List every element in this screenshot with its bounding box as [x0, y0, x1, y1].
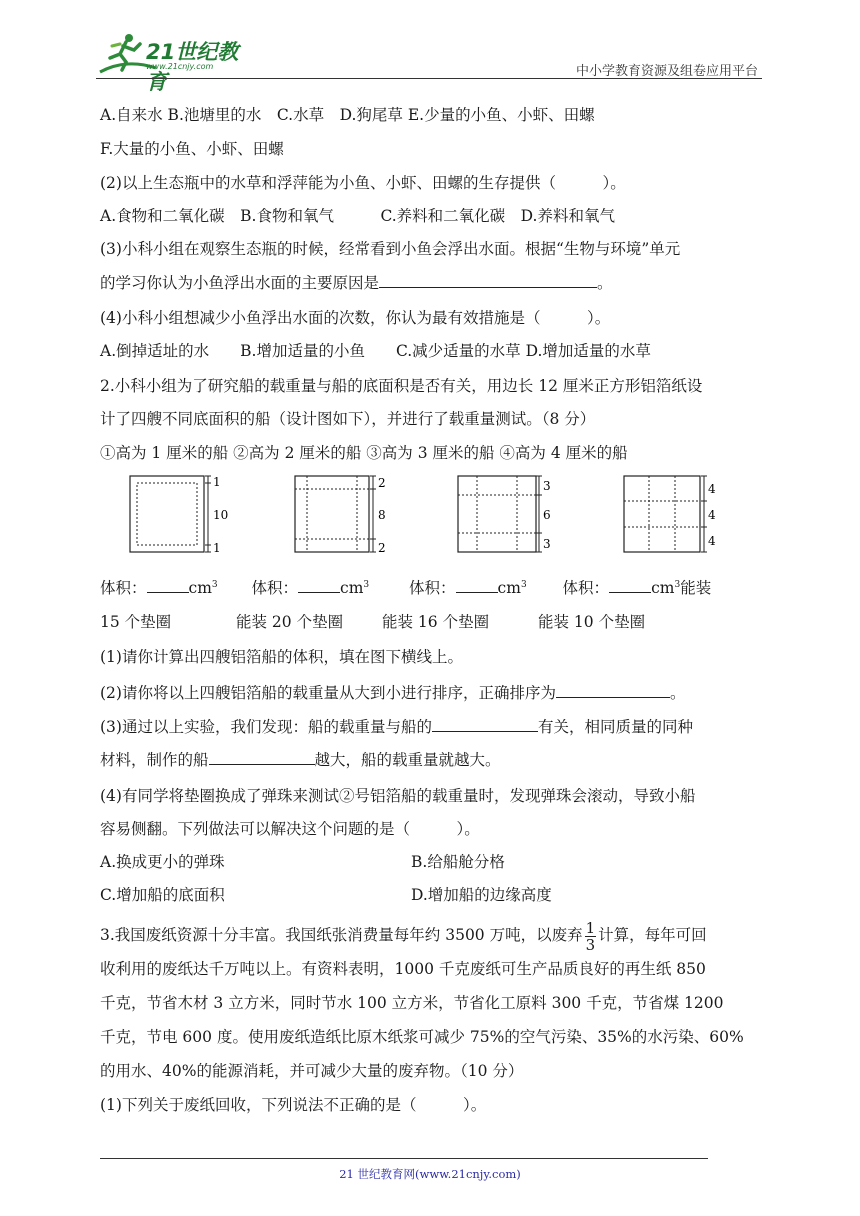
boat-1-diagram — [128, 472, 238, 558]
q2-part3-text-c: 材料，制作的船 — [100, 751, 209, 769]
q2-part4-line2: 容易侧翻。下列做法可以解决这个问题的是（ ）。 — [100, 820, 480, 838]
q2-part2-text: (2)请你将以上四艘铝箔船的载重量从大到小进行排序，正确排序为 — [100, 684, 556, 702]
boat-4-dim-middle: 4 — [708, 508, 716, 522]
volume-unit-exp-4: 3 — [674, 580, 681, 590]
volume-blank-3[interactable] — [456, 578, 498, 593]
volume-blank-2[interactable] — [298, 578, 340, 593]
q2-part3-text-d: 越大，船的载重量就越大。 — [314, 751, 501, 769]
q2-part3-text-b: 有关，相同质量的同种 — [537, 718, 693, 736]
boat-3-dim-top: 3 — [543, 479, 551, 493]
capacity-1-prefix: 能装 — [680, 579, 712, 598]
capacity-3: 能装 16 个垫圈 — [382, 613, 490, 631]
q2-part2: (2)请你将以上四艘铝箔船的载重量从大到小进行排序，正确排序为 。 — [100, 684, 686, 702]
q1-part4-options: A.倒掉适址的水 B.增加适量的小鱼 C.减少适量的水草 D.增加适量的水草 — [100, 342, 651, 360]
volume-unit-exp-1: 3 — [211, 580, 218, 590]
q2-part4-options-row2 — [100, 884, 552, 906]
fraction-numerator: 1 — [585, 918, 596, 937]
logo-url: www.21cnjy.com — [146, 62, 214, 71]
q1-part2-options: A.食物和二氧化碳 B.食物和氧气 C.养料和二氧化碳 D.养料和氧气 — [100, 207, 615, 225]
platform-name: 中小学教育资源及组卷应用平台 — [575, 64, 758, 79]
q3-line5: 的用水、40%的能源消耗，并可减少大量的废弃物。（10 分） — [100, 1062, 524, 1080]
q1-part3-text: 的学习你认为小鱼浮出水面的主要原因是 — [100, 274, 380, 292]
q2-part3-blank-1[interactable] — [432, 717, 538, 732]
q1-part4: (4)小科小组想减少小鱼浮出水面的次数，你认为最有效措施是（ ）。 — [100, 309, 611, 327]
boat-1-dim-bottom: 1 — [213, 541, 221, 555]
q1-part3-answer-blank[interactable] — [379, 273, 597, 288]
volume-unit-4: cm — [651, 579, 675, 598]
boat-2-diagram — [293, 472, 403, 558]
boat-2-dim-bottom: 2 — [378, 541, 386, 555]
boat-3-diagram — [456, 472, 566, 558]
q2-part4-line1: (4)有同学将垫圈换成了弹珠来测试②号铝箔船的载重量时，发现弹珠会滚动，导致小船 — [100, 787, 696, 805]
capacity-2: 能装 20 个垫圈 — [236, 613, 344, 631]
q3-line2: 收利用的废纸达千万吨以上。有资料表明，1000 千克废纸可生产品质良好的再生纸 850 — [100, 960, 706, 978]
q1-option-f: F.大量的小鱼、小虾、田螺 — [100, 140, 284, 158]
boat-2-dim-middle: 8 — [378, 508, 386, 522]
q2-option-a: A.换成更小的弹珠 — [100, 853, 225, 871]
q1-part3-line2 — [100, 272, 613, 294]
volume-unit-1: cm — [188, 579, 212, 598]
boat-4-dim-bottom: 4 — [708, 534, 716, 548]
boat-1-dim-middle: 10 — [213, 508, 229, 522]
boat-2-dim-top: 2 — [378, 476, 386, 490]
q3-line3: 千克，节省木材 3 立方米，同时节水 100 立方米，节省化工原料 300 千克，节省煤 1200 — [100, 994, 724, 1012]
volume-label-2: 体积： — [251, 579, 299, 598]
q2-part3-text-a: (3)通过以上实验，我们发现：船的载重量与船的 — [100, 718, 432, 736]
q1-part2: (2)以上生态瓶中的水草和浮萍能为小鱼、小虾、田螺的生存提供（ ）。 — [100, 174, 626, 192]
volume-unit-exp-3: 3 — [520, 580, 527, 590]
q2-option-b: B.给船舱分格 — [411, 853, 505, 871]
capacity-4: 能装 10 个垫圈 — [538, 613, 646, 631]
volume-blank-1[interactable] — [147, 578, 189, 593]
q3-line1 — [100, 918, 707, 953]
q3-line1-post: 计算，每年可回 — [598, 926, 707, 944]
q2-intro-line1: 2.小科小组为了研究船的载重量与船的底面积是否有关，用边长 12 厘米正方形铝箔纸设 — [100, 377, 703, 395]
boat-4-diagram — [622, 472, 732, 558]
q2-option-d: D.增加船的边缘高度 — [411, 886, 552, 904]
one-third-fraction — [585, 920, 597, 953]
volume-label-3: 体积： — [409, 579, 456, 598]
volume-unit-exp-2: 3 — [363, 580, 370, 590]
boat-3-dim-middle: 6 — [543, 508, 551, 522]
period: 。 — [597, 274, 613, 292]
q2-intro-line2: 计了四艘不同底面积的船（设计图如下），并进行了载重量测试。（8 分） — [100, 410, 596, 428]
boat-4-dim-top: 4 — [708, 482, 716, 496]
q2-capacity-row — [100, 611, 645, 633]
boat-3-dim-bottom: 3 — [543, 537, 551, 551]
q3-part1: (1)下列关于废纸回收，下列说法不正确的是（ ）。 — [100, 1096, 487, 1114]
q3-line1-pre: 3.我国废纸资源十分丰富。我国纸张消费量每年约 3500 万吨，以废弃 — [100, 926, 583, 944]
q2-part3-line1 — [100, 716, 693, 738]
logo-text: 21世纪教育 — [146, 40, 239, 94]
capacity-1: 15 个垫圈 — [100, 613, 172, 631]
footer-link[interactable]: 21 世纪教育网(www.21cnjy.com) — [339, 1167, 521, 1181]
q2-part1: (1)请你计算出四艘铝箔船的体积，填在图下横线上。 — [100, 648, 463, 666]
q3-line4: 千克，节电 600 度。使用废纸造纸比原木纸浆可减少 75%的空气污染、35%的水污染、60% — [100, 1028, 744, 1046]
footer-divider — [100, 1158, 708, 1159]
q2-part4-options-row1 — [100, 851, 505, 873]
volume-unit-3: cm — [497, 579, 521, 598]
q2-option-c: C.增加船的底面积 — [100, 886, 225, 904]
q2-boat-heights: ①高为 1 厘米的船 ②高为 2 厘米的船 ③高为 3 厘米的船 ④高为 4 厘米的船 — [100, 444, 628, 462]
q1-part3-line1: (3)小科小组在观察生态瓶的时候，经常看到小鱼会浮出水面。根据“生物与环境”单元 — [100, 240, 681, 258]
q2-volume-row — [100, 574, 711, 599]
page-header — [96, 28, 762, 94]
fraction-denominator: 3 — [585, 935, 596, 954]
q1-options-a-e: A.自来水 B.池塘里的水 C.水草 D.狗尾草 E.少量的小鱼、小虾、田螺 — [100, 106, 595, 124]
q2-part3-blank-2[interactable] — [209, 750, 315, 765]
site-logo[interactable] — [96, 28, 256, 94]
header-divider — [96, 78, 762, 79]
boat-1-dim-top: 1 — [213, 475, 221, 489]
volume-blank-4[interactable] — [609, 578, 651, 593]
q2-part3-line2 — [100, 749, 501, 771]
volume-unit-2: cm — [340, 579, 364, 598]
volume-label-1: 体积： — [100, 579, 147, 598]
volume-label-4: 体积： — [562, 579, 610, 598]
q2-part2-answer-blank[interactable] — [556, 683, 670, 698]
